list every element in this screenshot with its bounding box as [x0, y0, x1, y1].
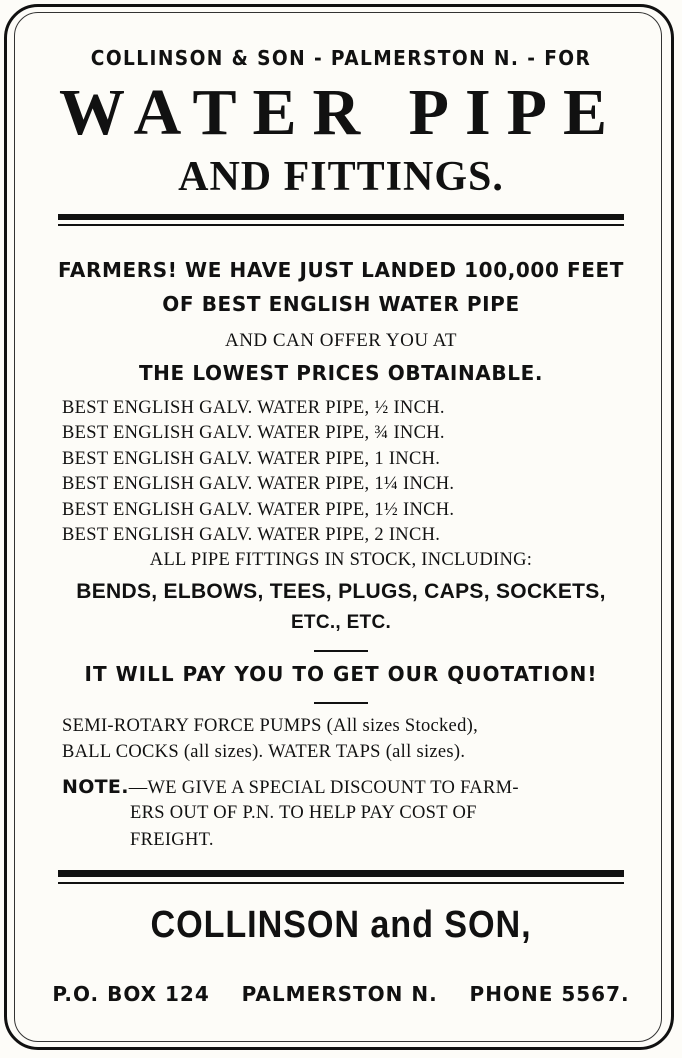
intro-line-best-pipe: OF BEST ENGLISH WATER PIPE	[162, 292, 520, 316]
note-label: NOTE.	[62, 776, 129, 798]
pipe-size-item: BEST ENGLISH GALV. WATER PIPE, ½ INCH.	[62, 398, 445, 418]
pipe-size-item: BEST ENGLISH GALV. WATER PIPE, 2 INCH.	[62, 525, 441, 545]
note-line: ERS OUT OF P.N. TO HELP PAY COST OF	[130, 803, 477, 823]
note-line: FREIGHT.	[130, 830, 214, 850]
quotation-callout: IT WILL PAY YOU TO GET OUR QUOTATION!	[84, 662, 598, 686]
divider-rule-thick	[58, 214, 624, 220]
intro-line-farmers: FARMERS! WE HAVE JUST LANDED 100,000 FEET	[57, 258, 625, 282]
divider-rule-thin	[58, 882, 624, 884]
divider-rule-thick	[58, 870, 624, 877]
subheadline: AND FITTINGS.	[178, 154, 504, 200]
pumps-line: SEMI-ROTARY FORCE PUMPS (All sizes Stocked),	[62, 716, 479, 736]
note-text: —WE GIVE A SPECIAL DISCOUNT TO FARM-	[128, 778, 519, 798]
pipe-size-item: BEST ENGLISH GALV. WATER PIPE, 1 INCH.	[62, 449, 441, 469]
footer-company-name: COLLINSON and SON,	[150, 904, 532, 946]
fittings-etc: ETC., ETC.	[290, 612, 392, 633]
pipe-size-item: BEST ENGLISH GALV. WATER PIPE, ¾ INCH.	[62, 423, 445, 443]
taps-line: BALL COCKS (all sizes). WATER TAPS (all sizes).	[62, 742, 466, 762]
fittings-list: BENDS, ELBOWS, TEES, PLUGS, CAPS, SOCKETS,	[76, 580, 606, 603]
intro-line-can-offer: AND CAN OFFER YOU AT	[224, 330, 458, 351]
footer-contact-line: P.O. BOX 124 PALMERSTON N. PHONE 5567.	[52, 982, 630, 1006]
divider-rule-thin	[58, 224, 624, 226]
fittings-intro: ALL PIPE FITTINGS IN STOCK, INCLUDING:	[149, 550, 533, 570]
advertiser-line: COLLINSON & SON - PALMERSTON N. - FOR	[90, 46, 592, 70]
headline: WATER PIPE	[59, 76, 623, 149]
short-rule-top	[314, 650, 368, 652]
intro-line-lowest-prices: THE LOWEST PRICES OBTAINABLE.	[138, 361, 544, 385]
pipe-size-item: BEST ENGLISH GALV. WATER PIPE, 1½ INCH.	[62, 500, 455, 520]
note-line	[62, 776, 519, 799]
short-rule-bottom	[314, 702, 368, 704]
pipe-size-item: BEST ENGLISH GALV. WATER PIPE, 1¼ INCH.	[62, 474, 455, 494]
